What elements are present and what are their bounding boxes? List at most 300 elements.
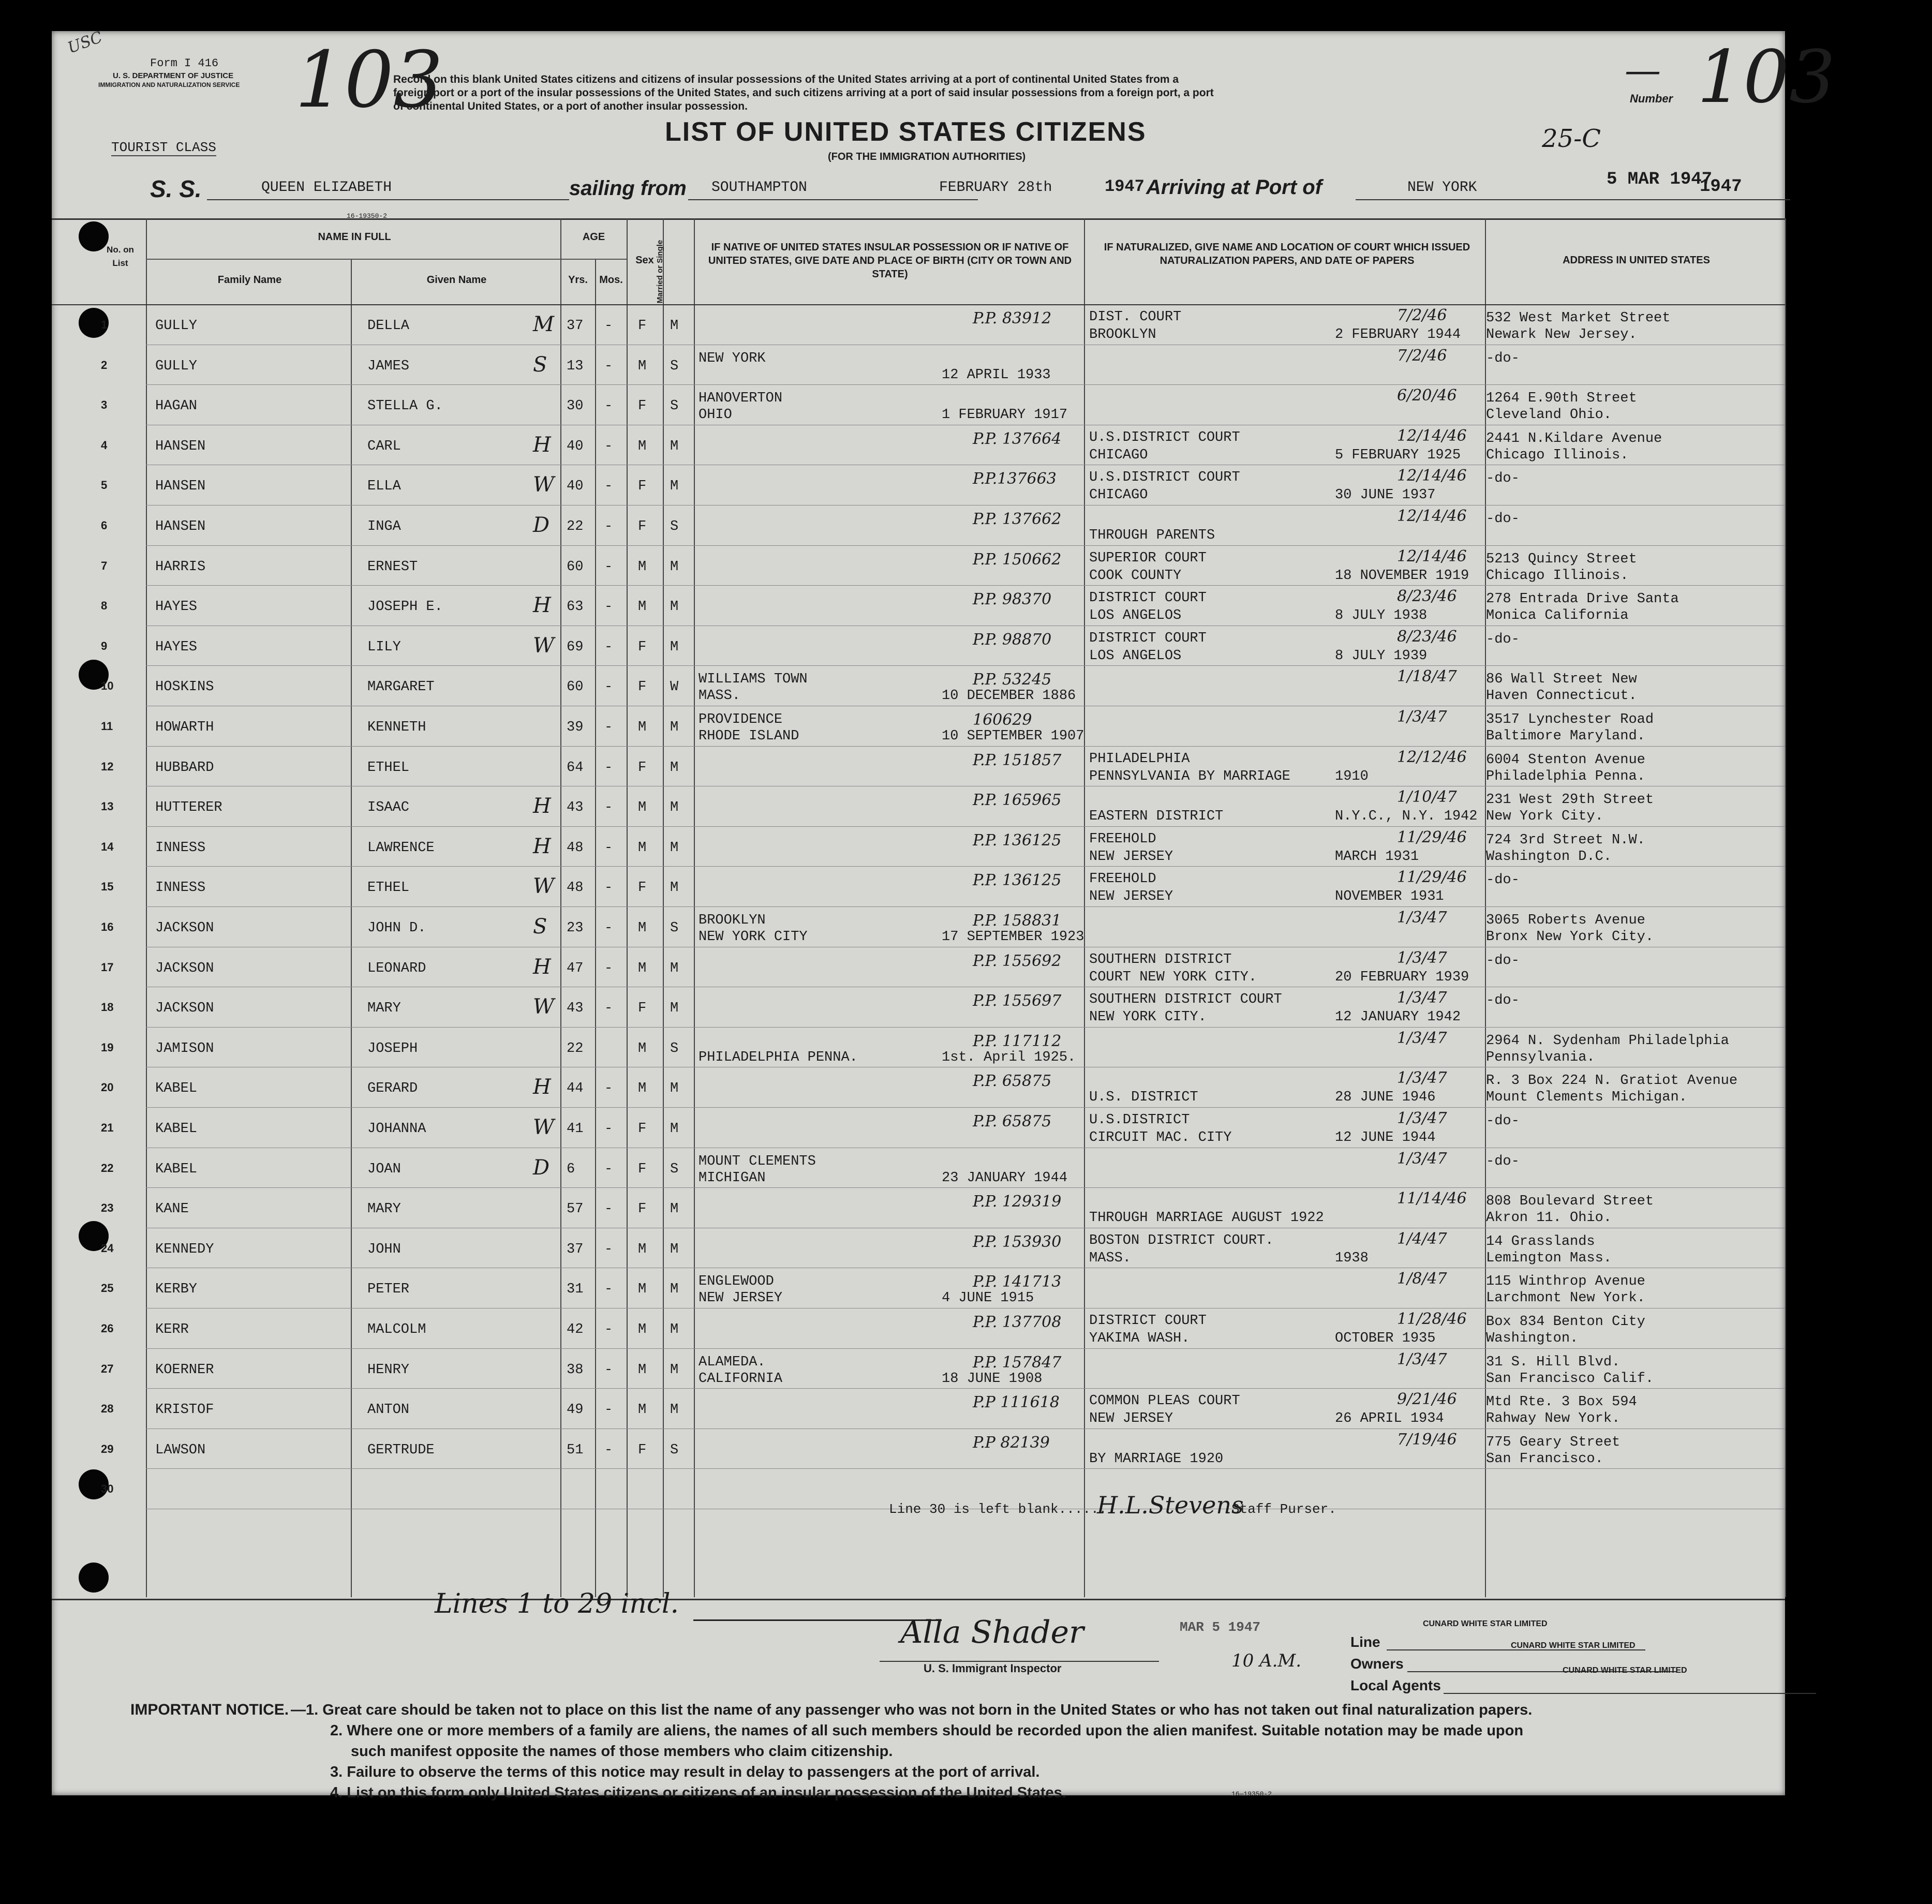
naturalization-date: 8 JULY 1939 (1335, 648, 1428, 664)
table-row (52, 346, 1785, 386)
row-number: 28 (101, 1402, 114, 1416)
handwritten-mark: W (533, 1115, 555, 1139)
family-name: JAMISON (155, 1040, 214, 1057)
sex: M (638, 599, 647, 615)
purser-title: Staff Purser. (1231, 1501, 1336, 1517)
address-line-2: Mount Clements Michigan. (1486, 1090, 1687, 1106)
table-row (52, 426, 1785, 466)
address-line-2: Akron 11. Ohio. (1486, 1210, 1612, 1226)
handwritten-note: 1/3/47 (1397, 909, 1447, 927)
age-years: 47 (567, 960, 584, 976)
court-line-2: THROUGH MARRIAGE AUGUST 1922 (1089, 1210, 1324, 1226)
family-name: JACKSON (155, 920, 214, 936)
table-row (52, 1229, 1785, 1269)
birth-place-2: PHILADELPHIA PENNA. (699, 1049, 858, 1065)
marital-status: M (670, 880, 679, 896)
age-years: 13 (567, 358, 584, 374)
age-months: - (604, 559, 613, 575)
naturalization-date: 1938 (1335, 1250, 1369, 1266)
court-line-2: NEW JERSEY (1089, 849, 1173, 865)
naturalization-date: 26 APRIL 1934 (1335, 1411, 1444, 1427)
handwritten-note: 1/3/47 (1397, 948, 1447, 967)
address-line-1: 231 West 29th Street (1486, 792, 1654, 808)
family-name: HAYES (155, 639, 198, 655)
age-months: - (604, 1442, 613, 1458)
handwritten-note: 11/29/46 (1397, 868, 1467, 887)
age-years: 40 (567, 438, 584, 454)
court-line-1: SUPERIOR COURT (1089, 550, 1207, 566)
family-name: KERR (155, 1322, 189, 1337)
marital-status: S (670, 519, 679, 534)
sex: M (638, 1362, 647, 1378)
handwritten-mark: H (533, 1075, 551, 1099)
marital-status: M (670, 1322, 679, 1337)
sex: M (638, 840, 647, 856)
court-line-1: U.S.DISTRICT COURT (1089, 429, 1240, 445)
given-name: JOHN (367, 1241, 401, 1257)
row-number: 25 (101, 1282, 114, 1295)
handwritten-note: 12/12/46 (1397, 748, 1467, 766)
family-name: HOSKINS (155, 679, 214, 695)
table-row (52, 1108, 1785, 1149)
handwritten-note: 1/3/47 (1397, 1109, 1447, 1127)
age-years: 40 (567, 479, 584, 495)
court-line-1: U.S.DISTRICT (1089, 1112, 1190, 1128)
passport-number: P.P. 117112 (973, 1032, 1062, 1050)
naturalization-date: 1910 (1335, 768, 1369, 784)
sex: F (638, 760, 647, 776)
handwritten-mark: D (533, 513, 550, 537)
age-months: - (604, 800, 613, 816)
marital-status: M (670, 840, 679, 856)
handwritten-note: 7/2/46 (1397, 346, 1447, 365)
row-number: 2 (101, 358, 108, 371)
sex: F (638, 1201, 647, 1217)
court-line-2: CHICAGO (1089, 487, 1148, 503)
family-name: KABEL (155, 1081, 198, 1097)
family-name: INNESS (155, 880, 206, 896)
table-row (52, 908, 1785, 948)
marital-status: S (670, 1442, 679, 1458)
inspector-title: U. S. Immigrant Inspector (924, 1662, 1062, 1675)
naturalization-date: 12 JUNE 1944 (1335, 1130, 1436, 1146)
age-months: - (604, 318, 613, 334)
age-years: 38 (567, 1362, 584, 1378)
birth-date: 4 JUNE 1915 (942, 1290, 1034, 1306)
notice-form-code: 16—19350-2 (1231, 1790, 1272, 1798)
row-number: 26 (101, 1322, 114, 1335)
sex: M (638, 800, 647, 816)
table-body (52, 305, 1785, 1596)
handwritten-note: 1/18/47 (1397, 667, 1457, 686)
age-years: 37 (567, 318, 584, 334)
address-line-1: 31 S. Hill Blvd. (1486, 1354, 1621, 1370)
age-years: 30 (567, 398, 584, 414)
handwritten-note: 11/28/46 (1397, 1310, 1467, 1328)
row-number: 7 (101, 559, 108, 572)
age-months: - (604, 1121, 613, 1137)
court-line-2: LOS ANGELOS (1089, 648, 1182, 664)
row-number: 5 (101, 479, 108, 492)
handwritten-note: 8/23/46 (1397, 587, 1457, 606)
sex: F (638, 1442, 647, 1458)
age-years: 60 (567, 679, 584, 695)
court-line-1: DISTRICT COURT (1089, 590, 1207, 606)
sailing-from: SOUTHAMPTON (711, 180, 807, 196)
family-name: HAGAN (155, 398, 198, 414)
age-months: - (604, 1282, 613, 1298)
address-line-2: Washington D.C. (1486, 849, 1612, 865)
marital-status: M (670, 318, 679, 334)
birth-place-1: NEW YORK (699, 350, 766, 366)
handwritten-note: 11/29/46 (1397, 828, 1467, 846)
naturalization-date: MARCH 1931 (1335, 849, 1419, 865)
row-number: 13 (101, 800, 114, 813)
court-line-2: CHICAGO (1089, 447, 1148, 463)
age-years: 23 (567, 920, 584, 936)
table-row (52, 586, 1785, 627)
given-name: ANTON (367, 1402, 410, 1418)
age-months: - (604, 1201, 613, 1217)
address-line-1: -do- (1486, 631, 1520, 647)
manifest-sheet (52, 28, 1836, 1801)
handwritten-note: 8/23/46 (1397, 627, 1457, 646)
age-years: 22 (567, 1040, 584, 1057)
address-line-2: Chicago Illinois. (1486, 568, 1629, 584)
handwritten-note: 12/14/46 (1397, 467, 1467, 485)
family-name: HUTTERER (155, 800, 222, 816)
table-row (52, 506, 1785, 546)
address-line-2: Larchmont New York. (1486, 1290, 1645, 1306)
marital-status: S (670, 920, 679, 936)
marital-status: M (670, 1362, 679, 1378)
address-line-1: Box 834 Benton City (1486, 1314, 1645, 1330)
passport-number: P.P. 137664 (973, 429, 1062, 448)
row-number: 3 (101, 398, 108, 412)
address-line-2: Baltimore Maryland. (1486, 728, 1645, 744)
passport-number: P.P. 150662 (973, 550, 1062, 569)
age-months: - (604, 760, 613, 776)
age-months: - (604, 639, 613, 655)
page-number-left: 103 (295, 35, 443, 125)
birth-date: 10 SEPTEMBER 1907 (942, 728, 1084, 744)
passport-number: P.P. 136125 (973, 871, 1062, 890)
age-months: - (604, 599, 613, 615)
passport-number: P.P. 165965 (973, 791, 1062, 810)
birth-date: 1 FEBRUARY 1917 (942, 407, 1068, 423)
col-mos: Mos. (599, 274, 623, 286)
row-number: 15 (101, 880, 114, 894)
marital-status: M (670, 639, 679, 655)
row-divider (146, 545, 1785, 546)
notice-heading: IMPORTANT NOTICE. (130, 1701, 289, 1718)
given-name: ETHEL (367, 880, 410, 896)
address-line-1: 115 Winthrop Avenue (1486, 1274, 1645, 1290)
birth-place-1: PROVIDENCE (699, 712, 783, 727)
table-row (52, 546, 1785, 587)
table-row (52, 1188, 1785, 1229)
row-divider (146, 384, 1785, 385)
sex: M (638, 1322, 647, 1337)
marital-status: M (670, 479, 679, 495)
address-line-2: Washington. (1486, 1331, 1579, 1346)
age-years: 22 (567, 519, 584, 534)
given-name: INGA (367, 519, 401, 534)
given-name: GERARD (367, 1081, 418, 1097)
handwritten-note: 1/3/47 (1397, 1029, 1447, 1047)
table-row (52, 867, 1785, 908)
row-number: 27 (101, 1362, 114, 1375)
birth-date: 12 APRIL 1933 (942, 367, 1051, 383)
number-dash: — (1625, 49, 1661, 92)
court-line-2: YAKIMA WASH. (1089, 1331, 1190, 1346)
given-name: ELLA (367, 479, 401, 495)
col-birth: IF NATIVE OF UNITED STATES INSULAR POSSESSION OR IF NATIVE OF UNITED STATES, GIVE DATE AND PLACE OF BIRTH (CITY OR TOWN AND STATE) (708, 242, 1072, 280)
number-label: Number (1630, 92, 1673, 105)
birth-place-1: ENGLEWOOD (699, 1274, 774, 1290)
row-number: 11 (101, 720, 113, 733)
address-line-1: 2441 N.Kildare Avenue (1486, 430, 1662, 447)
naturalization-date: 18 NOVEMBER 1919 (1335, 568, 1469, 584)
handwritten-mark: D (533, 1155, 550, 1180)
table-row (52, 1349, 1785, 1390)
passport-number: P.P.137663 (973, 470, 1057, 488)
sex: M (638, 559, 647, 575)
marital-status: M (670, 438, 679, 454)
row-number: 22 (101, 1161, 114, 1174)
age-years: 48 (567, 880, 584, 896)
sex: F (638, 639, 647, 655)
court-line-1: DISTRICT COURT (1089, 630, 1207, 646)
handwritten-note: 7/19/46 (1397, 1430, 1457, 1449)
family-name: JACKSON (155, 960, 214, 976)
address-line-2: New York City. (1486, 809, 1603, 825)
age-months: - (604, 720, 613, 735)
passport-number: P.P. 141713 (973, 1273, 1062, 1291)
passport-number: P.P. 155692 (973, 951, 1062, 970)
age-months: - (604, 358, 613, 374)
age-months: - (604, 679, 613, 695)
col-name-in-full: NAME IN FULL (318, 231, 391, 243)
handwritten-note: 1/10/47 (1397, 788, 1457, 807)
court-line-2: THROUGH PARENTS (1089, 528, 1215, 543)
marital-status: M (670, 1402, 679, 1418)
table-row (52, 627, 1785, 667)
inspector-signature: Alla Shader (900, 1614, 1084, 1650)
age-months: - (604, 1322, 613, 1337)
notice-2a: 2. Where one or more members of a family are aliens, the names of all such members should be recorded upon the alien manifest. Suitable notation may be made upon (330, 1722, 1524, 1739)
row-divider (146, 866, 1785, 867)
table-row (52, 1149, 1785, 1189)
age-years: 42 (567, 1322, 584, 1337)
handwritten-mark: W (533, 473, 555, 497)
table-row (52, 707, 1785, 747)
given-name: LILY (367, 639, 401, 655)
age-years: 41 (567, 1121, 584, 1137)
sex: F (638, 1161, 647, 1177)
family-name: INNESS (155, 840, 206, 856)
birth-place-2: RHODE ISLAND (699, 728, 799, 744)
address-line-1: -do- (1486, 1113, 1520, 1129)
address-line-1: -do- (1486, 1153, 1520, 1169)
ss-label: S. S. (150, 175, 202, 202)
court-line-2: PENNSYLVANIA BY MARRIAGE (1089, 768, 1290, 784)
passport-number: P.P. 98870 (973, 630, 1052, 649)
age-months: - (604, 1402, 613, 1418)
marital-status: M (670, 1081, 679, 1097)
passport-number: P.P. 136125 (973, 831, 1062, 850)
handwritten-note: 12/14/46 (1397, 547, 1467, 566)
birth-date: 18 JUNE 1908 (942, 1371, 1043, 1387)
sex: F (638, 880, 647, 896)
sex: M (638, 1241, 647, 1257)
sex: F (638, 1001, 647, 1017)
address-line-1: 278 Entrada Drive Santa (1486, 591, 1679, 607)
arriving-label: Arriving at Port of (1146, 176, 1322, 199)
table-row (52, 1269, 1785, 1309)
family-name: GULLY (155, 358, 198, 374)
court-line-2: NEW JERSEY (1089, 1411, 1173, 1427)
naturalization-date: NOVEMBER 1931 (1335, 889, 1444, 905)
age-years: 64 (567, 760, 584, 776)
handwritten-mark: W (533, 995, 555, 1019)
address-line-1: 724 3rd Street N.W. (1486, 832, 1645, 848)
record-text-2: foreign port or a port of the insular possessions of the United States, and such citizens arriving at a port of said insular possessions from a foreign port, a port (393, 87, 1214, 99)
row-number: 14 (101, 840, 114, 853)
address-line-2: Rahway New York. (1486, 1411, 1621, 1427)
passport-number: P.P. 65875 (973, 1112, 1052, 1130)
notice-2b: such manifest opposite the names of those members who claim citizenship. (351, 1743, 893, 1760)
age-months: - (604, 519, 613, 534)
court-line-2: BROOKLYN (1089, 327, 1156, 343)
age-years: 44 (567, 1081, 584, 1097)
age-months: - (604, 920, 613, 936)
agents-value: CUNARD WHITE STAR LIMITED (1563, 1666, 1687, 1675)
naturalization-date: 30 JUNE 1937 (1335, 487, 1436, 503)
col-age: AGE (582, 231, 605, 243)
handwritten-mark: S (533, 352, 547, 377)
family-name: HARRIS (155, 559, 206, 575)
line-30-note: Line 30 is left blank...... (889, 1501, 1107, 1517)
service-label: IMMIGRATION AND NATURALIZATION SERVICE (98, 81, 240, 88)
given-name: LAWRENCE (367, 840, 435, 856)
margin-note: USC (65, 28, 105, 57)
table-row (52, 666, 1785, 707)
col-given: Given Name (426, 274, 487, 286)
given-name: JOHANNA (367, 1121, 426, 1137)
naturalization-date: OCTOBER 1935 (1335, 1331, 1436, 1346)
record-text-1: Record on this blank United States citizens and citizens of insular possessions of the United States arriving at a port of continental United States from a (393, 73, 1179, 85)
birth-place-1: WILLIAMS TOWN (699, 672, 808, 688)
address-line-2: San Francisco Calif. (1486, 1371, 1654, 1387)
given-name: MARY (367, 1201, 401, 1217)
court-line-1: BOSTON DISTRICT COURT. (1089, 1232, 1274, 1248)
address-line-1: 14 Grasslands (1486, 1233, 1595, 1250)
table-row (52, 747, 1785, 787)
birth-date: 17 SEPTEMBER 1923 (942, 929, 1084, 945)
sex: F (638, 519, 647, 534)
address-line-1: -do- (1486, 511, 1520, 527)
age-months: - (604, 1241, 613, 1257)
age-years: 69 (567, 639, 584, 655)
marital-status: S (670, 398, 679, 414)
address-line-1: -do- (1486, 993, 1520, 1009)
family-name: KERBY (155, 1282, 198, 1298)
form-code-small: 16-19350-2 (347, 212, 388, 220)
birth-date: 10 DECEMBER 1886 (942, 688, 1076, 704)
family-name: KANE (155, 1201, 189, 1217)
birth-place-1: HANOVERTON (699, 391, 783, 407)
birth-place-1: ALAMEDA. (699, 1354, 766, 1370)
age-years: 57 (567, 1201, 584, 1217)
agents-label: Local Agents (1350, 1677, 1441, 1693)
address-line-1: -do- (1486, 350, 1520, 366)
address-line-1: R. 3 Box 224 N. Gratiot Avenue (1486, 1073, 1738, 1089)
court-line-1: FREEHOLD (1089, 871, 1156, 887)
birth-place-1: BROOKLYN (699, 913, 766, 928)
passport-number: P.P. 157847 (973, 1353, 1062, 1372)
address-line-1: -do- (1486, 872, 1520, 888)
row-number: 16 (101, 920, 114, 933)
naturalization-date: 28 JUNE 1946 (1335, 1090, 1436, 1106)
age-years: 43 (567, 800, 584, 816)
address-line-2: Newark New Jersey. (1486, 327, 1637, 343)
row-number: 1 (101, 318, 108, 331)
marital-status: M (670, 1201, 679, 1217)
col-naturalization: IF NATURALIZED, GIVE NAME AND LOCATION OF COURT WHICH ISSUED NATURALIZATION PAPERS, AND DATE OF PAPERS (1104, 242, 1470, 266)
sex: F (638, 1121, 647, 1137)
court-line-1: FREEHOLD (1089, 831, 1156, 847)
sex: F (638, 479, 647, 495)
age-years: 6 (567, 1161, 575, 1177)
owners-label: Owners (1350, 1656, 1404, 1672)
court-line-2: NEW YORK CITY. (1089, 1009, 1207, 1025)
page-title: LIST OF UNITED STATES CITIZENS (665, 117, 1147, 147)
age-years: 49 (567, 1402, 584, 1418)
row-number: 17 (101, 960, 114, 974)
arrival-year: 1947 (1700, 177, 1742, 197)
address-line-1: 2964 N. Sydenham Philadelphia (1486, 1033, 1729, 1049)
court-line-1: SOUTHERN DISTRICT (1089, 951, 1232, 968)
table-row (52, 988, 1785, 1028)
marital-status: M (670, 720, 679, 735)
row-number: 29 (101, 1442, 114, 1455)
given-name: JOAN (367, 1161, 401, 1177)
sex: M (638, 720, 647, 735)
col-no: No. on List (107, 245, 134, 268)
inspector-stamp: MAR 5 1947 (1180, 1619, 1261, 1635)
passport-number: P.P. 98370 (973, 590, 1052, 609)
court-line-2: NEW JERSEY (1089, 889, 1173, 905)
given-name: MALCOLM (367, 1322, 426, 1337)
address-line-1: 3517 Lynchester Road (1486, 712, 1654, 727)
family-name: KRISTOF (155, 1402, 214, 1418)
purser-signature: H.L.Stevens (1097, 1491, 1244, 1519)
family-name: KABEL (155, 1121, 198, 1137)
arrival-port: NEW YORK (1407, 180, 1477, 196)
court-line-2: CIRCUIT MAC. CITY (1089, 1130, 1232, 1146)
age-years: 31 (567, 1282, 584, 1298)
row-number: 10 (101, 679, 114, 693)
court-line-1: U.S.DISTRICT COURT (1089, 470, 1240, 486)
class-label: TOURIST CLASS (111, 140, 216, 155)
list-code: 25-C (1542, 124, 1601, 153)
address-line-2: Chicago Illinois. (1486, 447, 1629, 463)
row-divider (146, 1107, 1785, 1108)
court-line-2: COOK COUNTY (1089, 568, 1182, 584)
family-name: HANSEN (155, 438, 206, 454)
court-line-1: PHILADELPHIA (1089, 751, 1190, 767)
